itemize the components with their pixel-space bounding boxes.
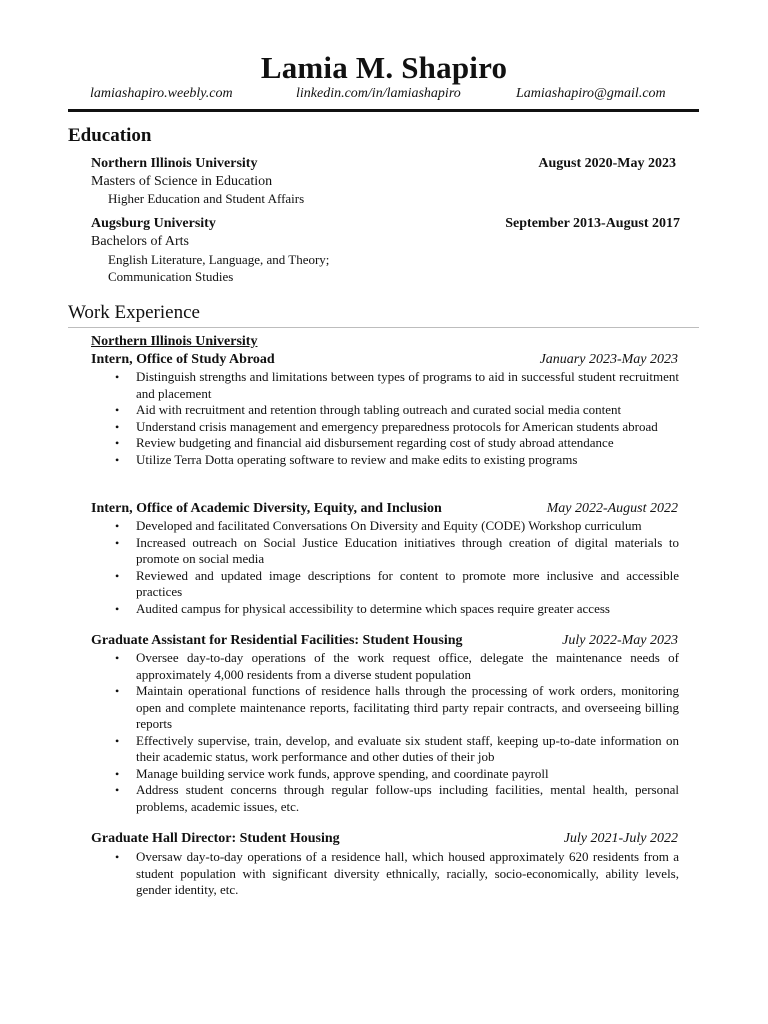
bullet-item: • Effectively supervise, train, develop, and evaluate six student staff, keeping up-to-date information on their academic status, work performance and other duties of their job: [91, 733, 679, 766]
bullet-item: • Audited campus for physical accessibility to determine which spaces require greater access: [91, 601, 679, 618]
school-dates: September 2013-August 2017: [505, 216, 680, 231]
job-title: Graduate Hall Director: Student Housing: [91, 831, 340, 846]
degree-detail: Higher Education and Student Affairs: [108, 191, 305, 206]
bullet-item: • Aid with recruitment and retention through tabling outreach and curated social media content: [91, 402, 679, 419]
bullet-item: • Review budgeting and financial aid disbursement regarding cost of study abroad attendance: [91, 435, 679, 452]
degree: Bachelors of Arts: [91, 234, 189, 249]
website-link[interactable]: lamiashapiro.weebly.com: [90, 86, 233, 101]
job-bullets: [91, 518, 679, 617]
bullet-item: • Address student concerns through regular follow-ups including facilities, mental health, personal problems, academic issues, etc.: [91, 782, 679, 815]
degree-detail: Communication Studies: [108, 269, 234, 284]
email-link[interactable]: Lamiashapiro@gmail.com: [516, 86, 666, 101]
bullet-item: • Utilize Terra Dotta operating software to review and make edits to existing programs: [91, 452, 679, 469]
school-dates: August 2020-May 2023: [538, 156, 676, 171]
bullet-item: • Understand crisis management and emergency preparedness protocols for American students abroad: [91, 419, 679, 436]
school-name: Northern Illinois University: [91, 156, 258, 171]
job-bullets: [91, 650, 679, 815]
bullet-item: • Distinguish strengths and limitations between types of programs to aid in successful student recruitment and placement: [91, 369, 679, 402]
job-bullets: [91, 849, 679, 899]
bullet-item: • Oversee day-to-day operations of the work request office, delegate the maintenance needs of approximately 4,000 residents from a diverse student population: [91, 650, 679, 683]
linkedin-link[interactable]: linkedin.com/in/lamiashapiro: [296, 86, 461, 101]
job-bullets: [91, 369, 679, 468]
degree: Masters of Science in Education: [91, 174, 273, 189]
degree-detail: English Literature, Language, and Theory;: [108, 252, 330, 267]
job-title: Graduate Assistant for Residential Facilities: Student Housing: [91, 633, 463, 648]
header-divider: [68, 109, 699, 112]
section-divider: [68, 327, 699, 328]
job-dates: January 2023-May 2023: [539, 352, 678, 367]
bullet-item: • Increased outreach on Social Justice Education initiatives through creation of digital materials to promote on social media: [91, 535, 679, 568]
bullet-item: • Reviewed and updated image descriptions for content to promote more inclusive and accessible practices: [91, 568, 679, 601]
job-dates: May 2022-August 2022: [546, 501, 678, 516]
bullet-item: • Oversaw day-to-day operations of a residence hall, which housed approximately 620 residents from a student population with significant diversity ethnically, racially, socio-economically, ability levels, gender identity, etc.: [91, 849, 679, 899]
resume-name: Lamia M. Shapiro: [260, 50, 508, 85]
school-name: Augsburg University: [91, 216, 216, 231]
job-title: Intern, Office of Study Abroad: [91, 352, 275, 367]
job-title: Intern, Office of Academic Diversity, Equity, and Inclusion: [91, 501, 442, 516]
work-experience-heading: Work Experience: [68, 302, 200, 323]
bullet-item: • Manage building service work funds, approve spending, and coordinate payroll: [91, 766, 679, 783]
job-dates: July 2022-May 2023: [562, 633, 678, 648]
employer-name: Northern Illinois University: [91, 334, 258, 349]
bullet-item: • Developed and facilitated Conversations On Diversity and Equity (CODE) Workshop curriculum: [91, 518, 679, 535]
education-heading: Education: [68, 125, 152, 146]
job-dates: July 2021-July 2022: [563, 831, 678, 846]
bullet-item: • Maintain operational functions of residence halls through the processing of work orders, monitoring open and complete maintenance reports, facilitating third party repair contracts, and overseeing billing reports: [91, 683, 679, 733]
